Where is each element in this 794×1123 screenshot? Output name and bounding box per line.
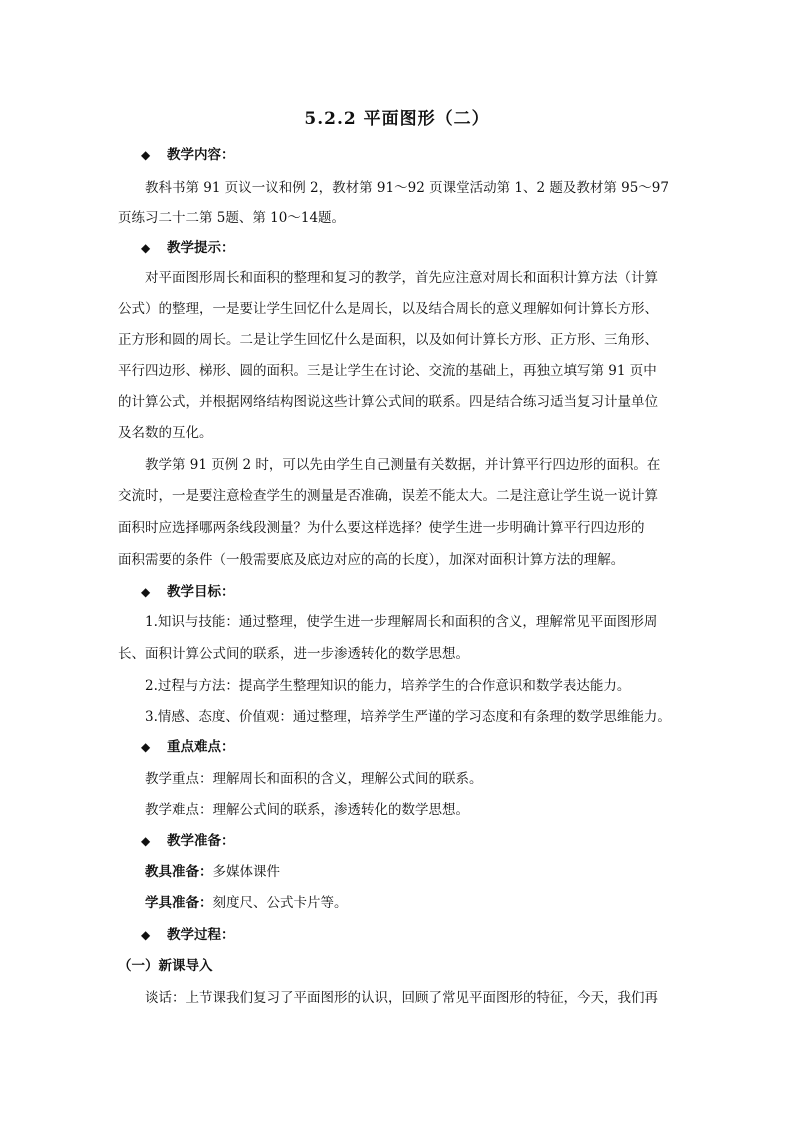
section-heading-prep: ◆ 教学准备： — [141, 833, 235, 849]
hints-line: 正方形和圆的周长。二是让学生回忆什么是面积，以及如何计算长方形、正方形、三角形、 — [118, 332, 658, 348]
diamond-bullet-icon: ◆ — [141, 928, 151, 942]
student-prep-value: 刻度尺、公式卡片等。 — [212, 895, 348, 911]
hints-line: 交流时，一是要注意检查学生的测量是否准确，误差不能太大。二是注意让学生说一说计算 — [118, 488, 658, 504]
document-title: 5.2.2 平面图形（二） — [304, 109, 490, 129]
section-heading-content: ◆ 教学内容： — [141, 147, 235, 163]
diamond-bullet-icon: ◆ — [141, 148, 151, 162]
hints-line: 及名数的互化。 — [118, 425, 213, 441]
content-line-2: 页练习二十二第 5题、第 10～14题。 — [118, 210, 346, 226]
section-heading-process: ◆ 教学过程： — [141, 927, 235, 943]
student-prep-label: 学具准备： — [145, 895, 213, 911]
teacher-prep-line — [145, 862, 685, 882]
hints-line: 教学第 91 页例 2 时，可以先由学生自己测量有关数据，并计算平行四边形的面积。在 — [145, 457, 661, 473]
hints-line: 对平面图形周长和面积的整理和复习的教学，首先应注意对周长和面积计算方法（计算 — [145, 270, 658, 286]
goals-line: 长、面积计算公式间的联系，进一步渗透转化的数学思想。 — [118, 646, 469, 662]
goals-line: 1.知识与技能：通过整理，使学生进一步理解周长和面积的含义，理解常见平面图形周 — [145, 614, 658, 630]
goals-line: 3.情感、态度、价值观：通过整理，培养学生严谨的学习态度和有条理的数学思维能力。 — [145, 709, 671, 725]
diamond-bullet-icon: ◆ — [141, 585, 151, 599]
diamond-bullet-icon: ◆ — [141, 241, 151, 255]
section-heading-goals: ◆ 教学目标： — [141, 584, 235, 600]
hints-line: 公式）的整理，一是要让学生回忆什么是周长，以及结合周长的意义理解如何计算长方形、 — [118, 301, 658, 317]
hints-line: 面积需要的条件（一般需要底及底边对应的高的长度），加深对面积计算方法的理解。 — [118, 552, 625, 568]
hints-line: 面积时应选择哪两条线段测量？为什么要这样选择？使学生进一步明确计算平行四边形的 — [118, 520, 645, 536]
subsection-heading-intro: （一）新课导入 — [118, 958, 213, 974]
section-heading-key: ◆ 重点难点： — [141, 739, 235, 755]
student-prep-line — [145, 893, 685, 913]
goals-line: 2.过程与方法：提高学生整理知识的能力，培养学生的合作意识和数学表达能力。 — [145, 678, 631, 694]
teacher-prep-label: 教具准备： — [145, 864, 213, 880]
difficulty-line: 教学难点：理解公式间的联系，渗透转化的数学思想。 — [145, 802, 469, 818]
process-line: 谈话：上节课我们复习了平面图形的认识，回顾了常见平面图形的特征，今天，我们再 — [145, 990, 658, 1006]
content-line-1: 教科书第 91 页议一议和例 2，教材第 91～92 页课堂活动第 1、2 题及教材第 95～97 — [145, 180, 669, 196]
hints-line: 平行四边形、梯形、圆的面积。三是让学生在讨论、交流的基础上，再独立填写第 91 页中 — [118, 363, 657, 379]
diamond-bullet-icon: ◆ — [141, 740, 151, 754]
teacher-prep-value: 多媒体课件 — [212, 864, 280, 880]
key-point-line: 教学重点：理解周长和面积的含义，理解公式间的联系。 — [145, 771, 483, 787]
diamond-bullet-icon: ◆ — [141, 834, 151, 848]
section-heading-hints: ◆ 教学提示： — [141, 240, 235, 256]
hints-line: 的计算公式，并根据网络结构图说这些计算公式间的联系。四是结合练习适当复习计量单位 — [118, 394, 658, 410]
